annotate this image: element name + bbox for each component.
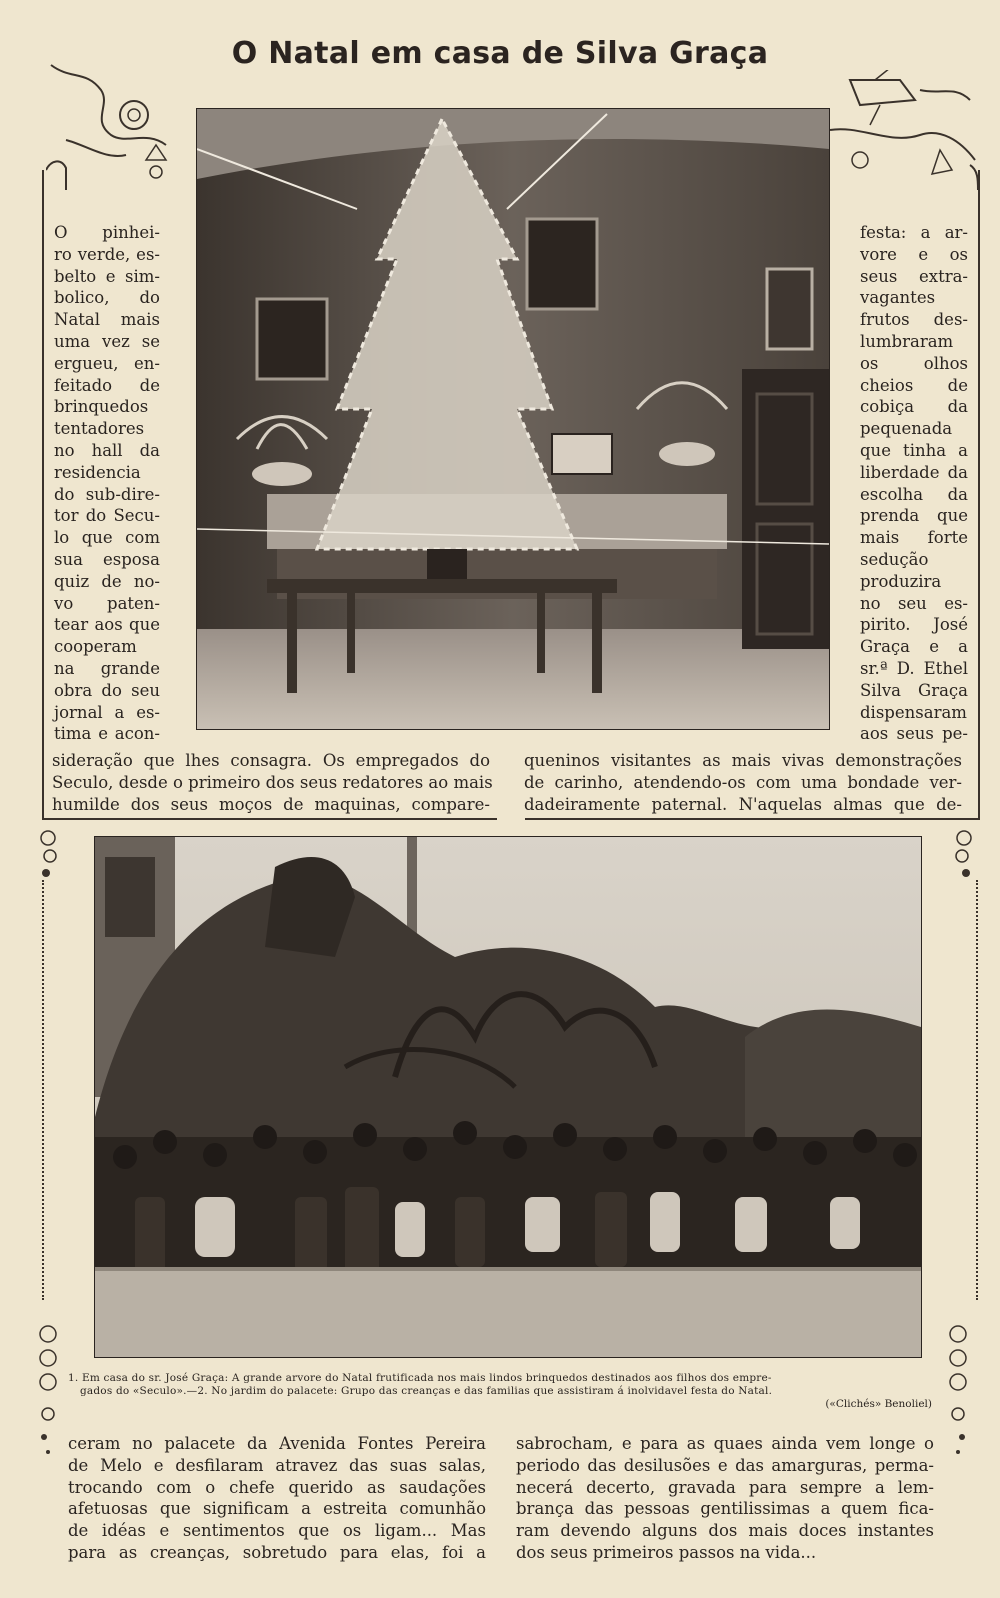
text-line: para as creanças, sobretudo para elas, foi a <box>68 1542 486 1562</box>
text-line: sr.ª D. Ethel <box>860 658 968 678</box>
text-line: vagantes <box>860 288 936 308</box>
text-line: ram devendo alguns dos mais doces instantes <box>516 1521 934 1541</box>
text-line: tor do Secu- <box>54 506 160 526</box>
photo-credit: («Clichés» Benoliel) <box>825 1398 932 1410</box>
ornament-lower-left <box>34 1322 64 1462</box>
text-line: residencia <box>54 462 141 482</box>
dotted-border-left <box>42 880 44 1300</box>
article-text-bottom-left <box>68 1433 486 1564</box>
text-line: liberdade da <box>860 462 968 482</box>
text-line: lo que com <box>54 528 160 548</box>
text-line: belto e sim- <box>54 266 160 286</box>
text-line: humilde dos seus moços de maquinas, compare- <box>52 794 490 814</box>
frame-line-right <box>978 170 980 820</box>
article-column-right <box>860 222 968 745</box>
text-line: brinquedos <box>54 397 149 417</box>
text-line: sedução <box>860 549 929 569</box>
text-line: de idéas e sentimentos que os ligam... Mas <box>68 1521 486 1541</box>
text-line: pirito. José <box>860 615 968 635</box>
frame-line-left <box>42 170 44 820</box>
text-line: vo paten- <box>54 593 160 613</box>
text-line: ceram no palacete da Avenida Fontes Pereira <box>68 1434 486 1453</box>
text-line: produzira <box>860 571 942 591</box>
text-line: jornal a es- <box>54 702 160 722</box>
text-line: cobiça da <box>860 397 968 417</box>
caption-line: gados do «Seculo».—2. No jardim do palacete: Grupo das creanças e das familias que assistiram á inolvidavel festa do Natal. <box>80 1385 773 1397</box>
text-line: frutos des- <box>860 310 968 330</box>
text-line: Silva Graça <box>860 680 968 700</box>
text-line: prenda que <box>860 506 968 526</box>
photo-caption <box>68 1372 932 1398</box>
dotted-border-right <box>976 880 978 1300</box>
page-title: O Natal em casa de Silva Graça <box>231 36 769 71</box>
photo-garden-group <box>94 836 922 1358</box>
text-line: quiz de no- <box>54 571 160 591</box>
photo-christmas-tree <box>196 108 830 730</box>
text-line: pequenada <box>860 419 953 439</box>
text-line: Natal mais <box>54 310 160 330</box>
ornament-top-left <box>46 50 196 190</box>
text-line: escolha da <box>860 484 968 504</box>
text-line: queninos visitantes as mais vivas demonstrações <box>524 751 962 770</box>
text-line: de carinho, atendendo-os com uma bondade ver- <box>524 772 962 792</box>
text-line: O pinhei- <box>54 223 160 242</box>
text-line: sabrocham, e para as quaes ainda vem longe o <box>516 1434 934 1453</box>
text-line: sideração que lhes consagra. Os empregados do <box>52 751 490 770</box>
text-line: uma vez se <box>54 331 160 351</box>
article-text-bottom-right <box>516 1433 934 1564</box>
text-line: feitado de <box>54 375 160 395</box>
ornament-side-right <box>950 828 980 888</box>
text-line: que tinha a <box>860 440 968 460</box>
text-line: obra do seu <box>54 680 160 700</box>
text-line: tima e acon- <box>54 724 160 744</box>
text-line: afetuosas que significam a estreita comunhão <box>68 1499 486 1519</box>
text-line: de Melo e desfilaram atravez das suas salas, <box>68 1455 486 1475</box>
text-line: brança das pessoas gentilissimas a quem fica- <box>516 1499 934 1519</box>
frame-line-bottom-left <box>42 818 497 820</box>
text-line: ergueu, en- <box>54 353 160 373</box>
text-line: tear aos que <box>54 615 160 635</box>
text-line: Graça e a <box>860 637 968 657</box>
text-line: mais forte <box>860 528 968 548</box>
text-line: aos seus pe- <box>860 724 968 744</box>
text-line: do sub-dire- <box>54 484 160 504</box>
article-text-middle-left <box>52 750 493 815</box>
text-line: periodo das desilusões e das amarguras, perma- <box>516 1455 934 1475</box>
text-line: festa: a ar- <box>860 223 968 242</box>
text-line: dispensaram <box>860 702 967 722</box>
text-line: dadeiramente paternal. N'aquelas almas que de- <box>524 794 962 814</box>
text-line: cheios de <box>860 375 968 395</box>
article-text-middle-right <box>524 750 962 815</box>
text-line: bolico, do <box>54 288 160 308</box>
text-line: no seu es- <box>860 593 968 613</box>
frame-line-bottom-right <box>525 818 980 820</box>
text-line: tentadores <box>54 419 145 439</box>
article-column-left <box>54 222 160 745</box>
text-line: no hall da <box>54 440 160 460</box>
text-line: ro verde, es- <box>54 244 160 264</box>
text-line: necerá decerto, gravada para sempre a lem- <box>516 1477 934 1497</box>
text-line: trocando com o chefe querido as saudações <box>68 1477 486 1497</box>
text-line: os olhos <box>860 353 968 373</box>
text-line: lumbraram <box>860 331 954 351</box>
ornament-side-left <box>36 828 66 888</box>
ornament-lower-right <box>944 1322 974 1462</box>
text-line: dos seus primeiros passos na vida... <box>516 1542 817 1562</box>
text-line: Seculo, desde o primeiro dos seus redatores ao mais <box>52 772 493 792</box>
text-line: na grande <box>54 658 160 678</box>
text-line: seus extra- <box>860 266 968 286</box>
caption-line: 1. Em casa do sr. José Graça: A grande arvore do Natal frutificada nos mais lindos brinquedos destinados aos filhos dos empre- <box>68 1372 772 1384</box>
text-line: cooperam <box>54 637 137 657</box>
ornament-top-right <box>820 70 980 190</box>
text-line: vore e os <box>860 244 968 264</box>
text-line: sua esposa <box>54 549 160 569</box>
